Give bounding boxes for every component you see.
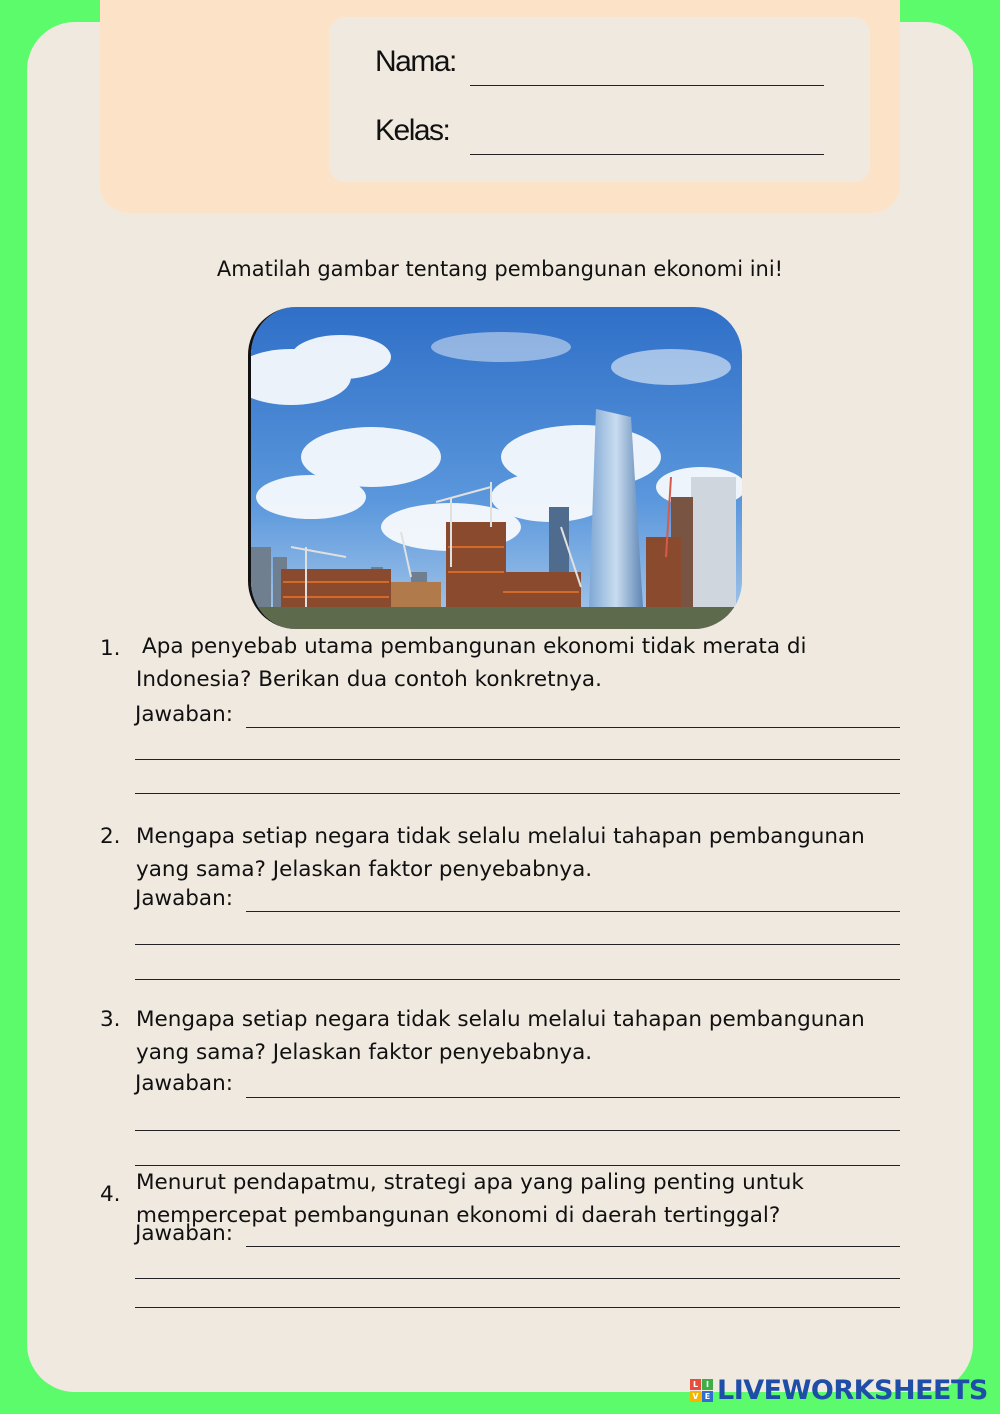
question-1-text: Apa penyebab utama pembangunan ekonomi tidak merata di Indonesia? Berikan dua contoh konkretnya. [136, 634, 807, 692]
city-construction-photo [248, 307, 742, 629]
question-4-answer-line-2[interactable] [135, 1278, 900, 1279]
question-2-answer-line-2[interactable] [135, 944, 900, 945]
question-1-answer-line-3[interactable] [135, 793, 900, 794]
name-field[interactable] [470, 85, 824, 86]
student-info-box [329, 17, 870, 182]
question-2-text: Mengapa setiap negara tidak selalu melalui tahapan pembangunan yang sama? Jelaskan faktor penyebabnya. [136, 824, 865, 882]
question-3-answer-line-1[interactable] [246, 1097, 900, 1098]
question-1-number: 1. [100, 636, 121, 661]
question-1-answer-line-2[interactable] [135, 759, 900, 760]
question-2-answer-label: Jawaban: [135, 886, 233, 911]
question-2-answer-line-1[interactable] [246, 911, 900, 912]
question-3-text: Mengapa setiap negara tidak selalu melalui tahapan pembangunan yang sama? Jelaskan faktor penyebabnya. [136, 1007, 865, 1065]
instruction-text: Amatilah gambar tentang pembangunan ekonomi ini! [216, 257, 784, 281]
class-label: Kelas: [375, 114, 450, 147]
name-label: Nama: [375, 45, 456, 78]
question-3-number: 3. [100, 1007, 121, 1032]
question-4-number: 4. [100, 1182, 121, 1207]
logo-grid-icon: L I V E [690, 1379, 713, 1402]
logo-text: LIVEWORKSHEETS [717, 1374, 988, 1406]
header-tab [100, 0, 900, 213]
question-3-answer-line-2[interactable] [135, 1130, 900, 1131]
question-3-answer-label: Jawaban: [135, 1071, 233, 1096]
question-1-answer-label: Jawaban: [135, 702, 233, 727]
question-1-answer-line-1[interactable] [246, 727, 900, 728]
question-4-answer-line-3[interactable] [135, 1307, 900, 1308]
class-field[interactable] [470, 154, 824, 155]
question-4-text: Menurut pendapatmu, strategi apa yang paling penting untuk mempercepat pembangunan ekonomi di daerah tertinggal? [136, 1170, 804, 1228]
liveworksheets-logo[interactable] [690, 1374, 988, 1406]
question-4-answer-label: Jawaban: [135, 1221, 233, 1246]
question-2-answer-line-3[interactable] [135, 979, 900, 980]
question-2-number: 2. [100, 824, 121, 849]
question-4-answer-line-1[interactable] [246, 1246, 900, 1247]
